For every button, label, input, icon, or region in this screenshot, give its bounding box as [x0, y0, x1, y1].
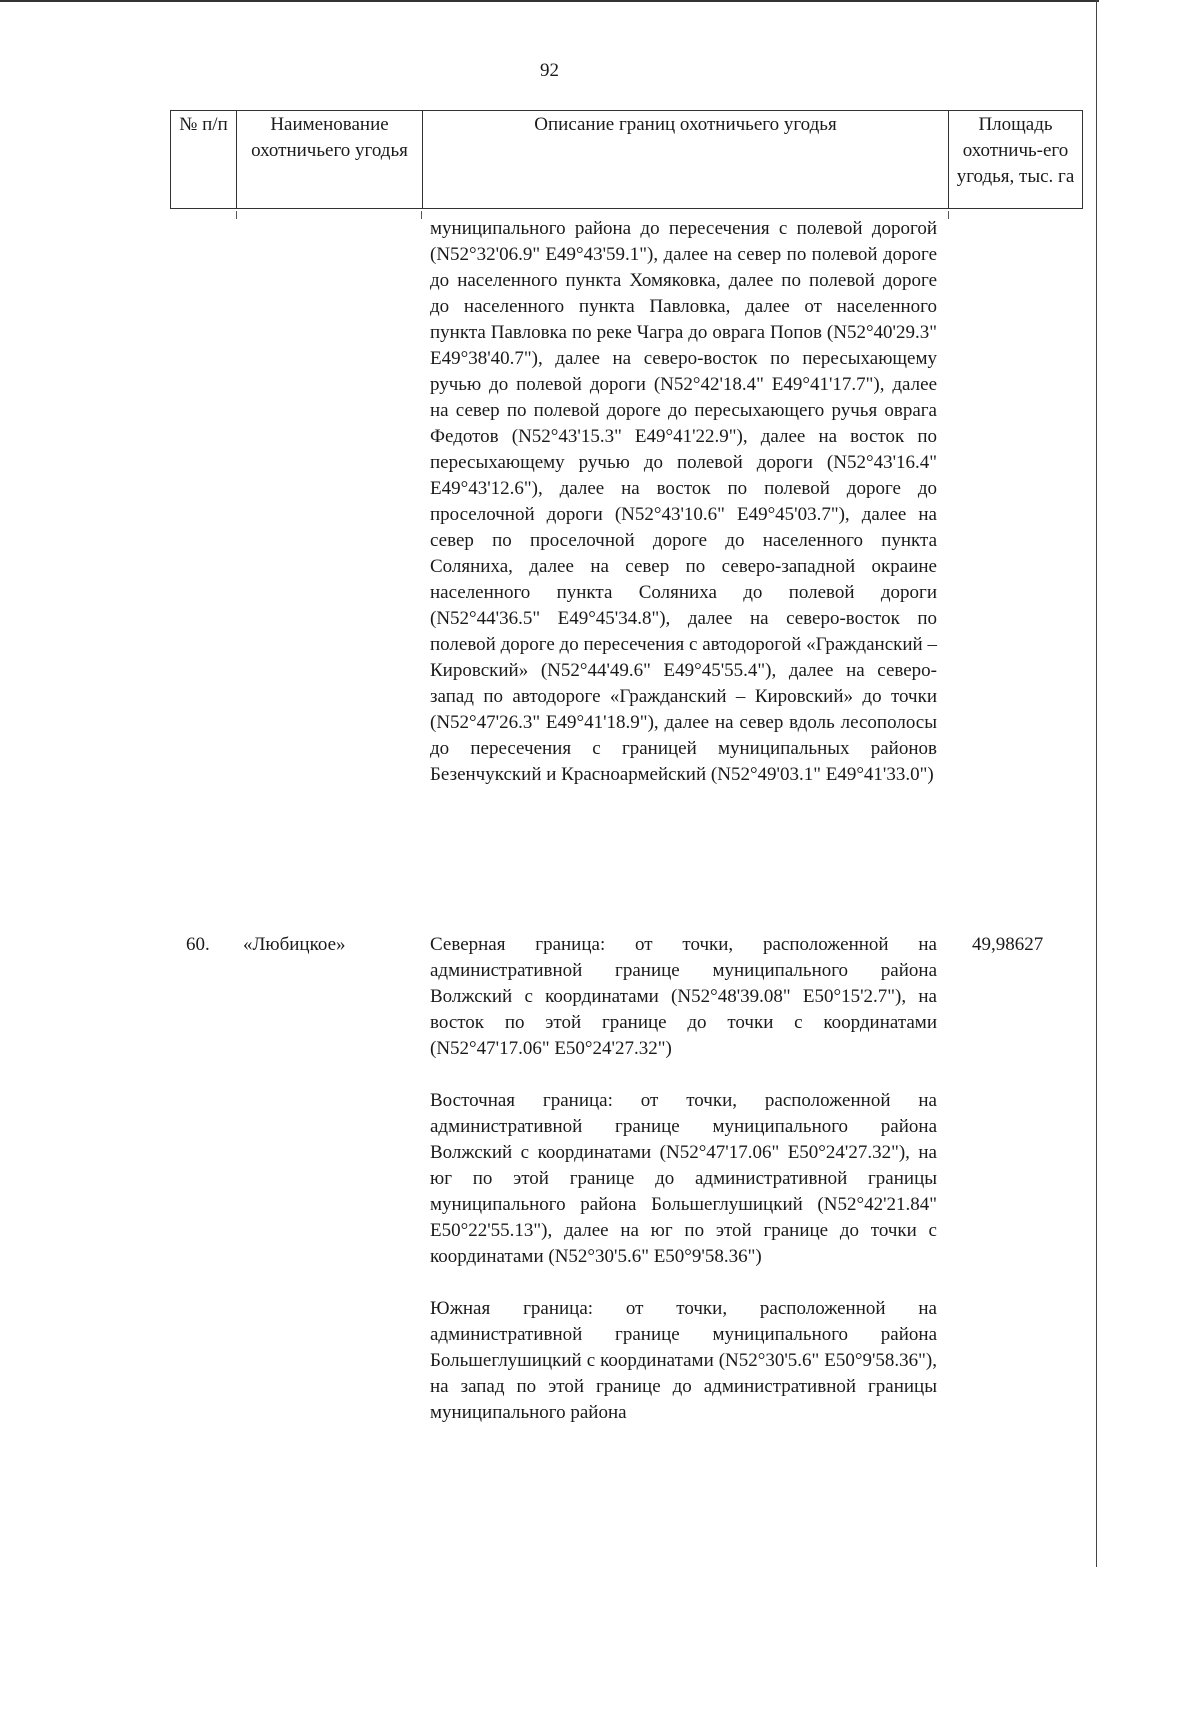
scan-right-edge: [1096, 0, 1097, 1567]
column-divider: [421, 211, 422, 219]
table-header-row: [171, 111, 1083, 209]
description-paragraph: муниципального района до пересечения с полевой дорогой (N52°32'06.9" E49°43'59.1"), далее на север по полевой дороге до населенного пункта Хомяковка, далее по полевой дороге до населенного пункта Павловка, далее от населенного пункта Павловка по реке Чагра до оврага Попов (N52°40'29.3" E49°38'40.7"), далее на северо-восток по пересыхающему ручью до полевой дороги (N52°42'18.4" E49°41'17.7"), далее на север по полевой дороге до пересыхающего ручья оврага Федотов (N52°43'15.3" E49°41'22.9"), далее на восток по пересыхающему ручью до полевой дороги (N52°43'16.4" E49°43'12.6"), далее на восток по полевой дороге до проселочной дороги (N52°43'10.6" E49°45'03.7"), далее на север по проселочной дороге до населенного пункта Соляниха, далее на север по северо-западной окраине населенного пункта Соляниха до полевой дороги (N52°44'36.5" E49°45'34.8"), далее на северо-восток по полевой дороге до пересечения с автодорогой «Гражданский – Кировский» (N52°44'49.6" E49°45'55.4"), далее на северо-запад по автодороге «Гражданский – Кировский» до точки (N52°47'26.3" E49°41'18.9"), далее на север вдоль лесополосы до пересечения с границей муниципальных районов Безенчукский и Красноармейский (N52°49'03.1" E49°41'33.0"): [430, 218, 937, 785]
header-number-cell: № п/п: [171, 111, 237, 209]
entry-number: 60.: [186, 934, 210, 955]
column-divider: [236, 211, 237, 219]
north-boundary: Северная граница: от точки, расположенной на административной границе муниципального района Волжский с координатами (N52°48'39.08" E50°15'2.7"), на восток по этой границе до точки с координатами (N52°47'17.06" E50°24'27.32"): [430, 934, 937, 1059]
continued-description: [430, 216, 937, 788]
entry-description: [430, 932, 937, 1426]
column-divider: [948, 211, 949, 219]
entry-name: «Любицкое»: [243, 934, 346, 955]
header-area-cell: Площадь охотничь-его угодья, тыс. га: [949, 111, 1083, 209]
entry-area: 49,98627: [972, 934, 1044, 955]
scan-top-edge: [0, 0, 1099, 2]
page-number: 92: [540, 60, 559, 81]
east-boundary: Восточная граница: от точки, расположенной на административной границе муниципального района Волжский с координатами (N52°47'17.06" E50°24'27.32"), на юг по этой границе до административной границы муниципального района Большеглушицкий (N52°42'21.84" E50°22'55.13"), далее на юг по этой границе до точки с координатами (N52°30'5.6" E50°9'58.36"): [430, 1090, 937, 1267]
table-header: [170, 110, 1083, 209]
header-description-cell: Описание границ охотничьего угодья: [423, 111, 949, 209]
header-name-cell: Наименование охотничьего угодья: [237, 111, 423, 209]
south-boundary: Южная граница: от точки, расположенной на административной границе муниципального района Большеглушицкий с координатами (N52°30'5.6" E50°9'58.36"), на запад по этой границе до административной границы муниципального района: [430, 1298, 937, 1423]
